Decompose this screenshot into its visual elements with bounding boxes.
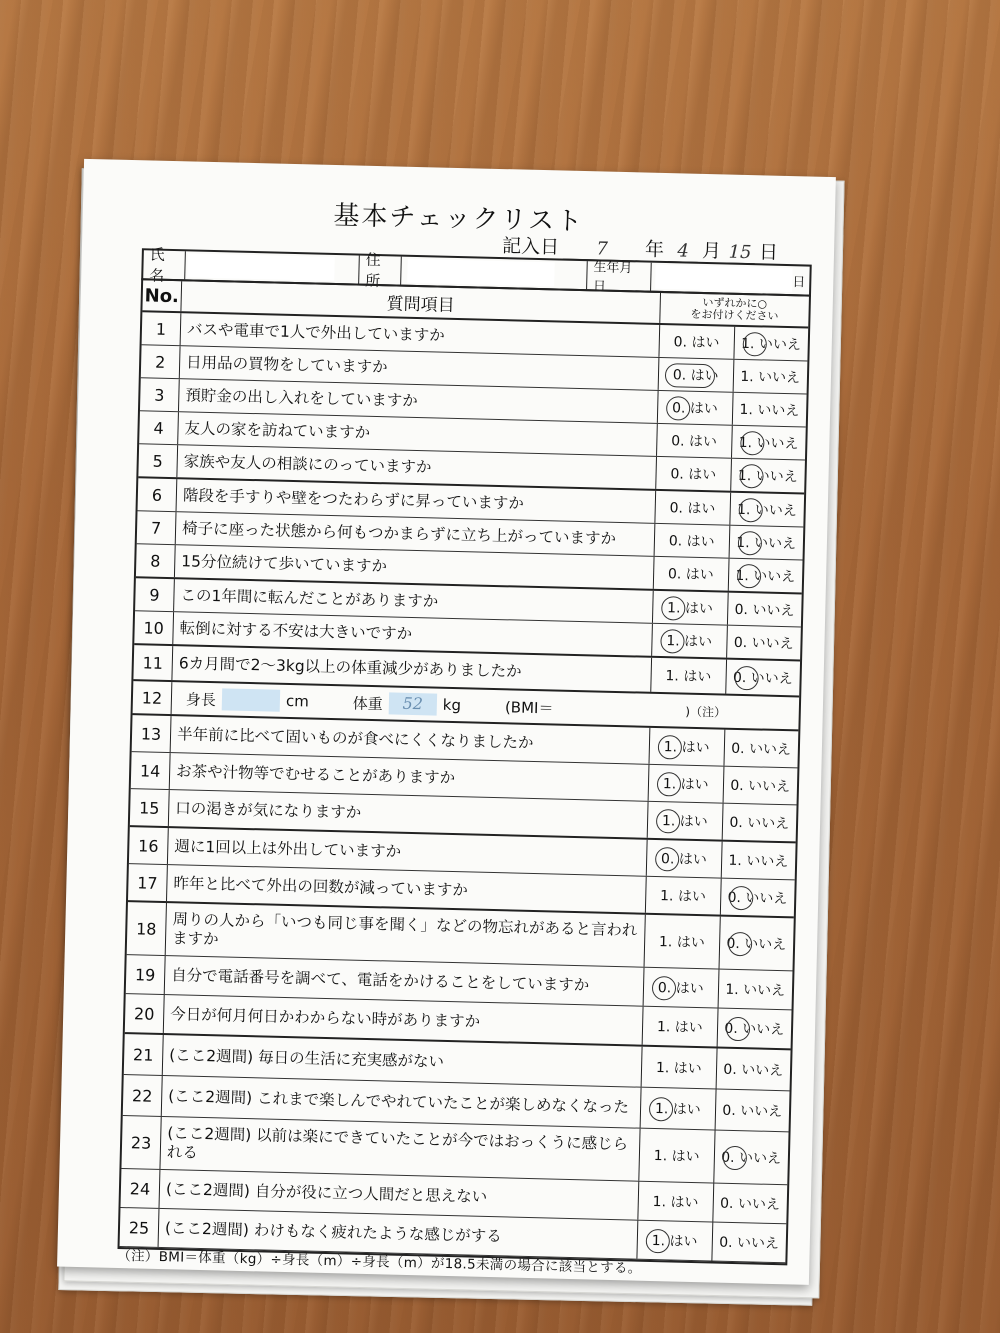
row-number: 7 [137,511,177,544]
question-text: バスや電車で1人で外出していますか [181,313,661,357]
birthdate-label: 生年月日 [587,261,652,291]
answer-option-yes[interactable] [642,1047,717,1089]
question-text: この1年間に転んだことがありますか [174,579,654,623]
answer-option-yes[interactable] [637,1221,712,1261]
answer-option-yes[interactable] [651,658,726,694]
header-answer-line1: いずれかに○ [702,295,768,311]
answer-option-label: 0. いいえ [734,601,795,620]
question-text: (ここ2週間) わけもなく疲れたような感じがする [159,1209,639,1259]
answer-option-label: 1. いいえ [736,534,797,553]
answer-option-no[interactable] [734,327,808,361]
header-answer-line2: をお付けください [690,307,779,323]
entry-day-label: 日 [758,241,779,264]
question-text: 階段を手すりや壁をつたわらずに昇っていますか [177,479,657,523]
row-number: 1 [142,312,182,345]
question-text: 15分位続けて歩いていますか [175,545,655,589]
answer-option-label: 1. はい [661,813,708,831]
answer-option-label: 0. いいえ [722,1102,783,1121]
question-text: 半年前に比べて固いものが食べにくくなりましたか [171,716,651,764]
answer-option-yes[interactable] [638,1182,713,1222]
row-number: 23 [121,1116,161,1169]
answer-option-no[interactable] [733,360,807,394]
answer-option-no[interactable] [732,426,806,460]
answer-option-label: 0. はい [668,533,715,551]
handwritten-circle-mark [722,1146,747,1171]
row-number: 8 [136,544,176,577]
answer-option-label: 1. はい [662,776,709,794]
checklist-table [117,278,811,1265]
answer-option-label: 0. いいえ [724,1020,785,1039]
bmi-label: (BMI＝ [504,697,554,717]
answer-option-label: 1. はい [659,888,707,906]
address-redacted [408,259,556,287]
answer-option-yes[interactable] [659,325,734,359]
answer-option-no[interactable] [729,526,803,560]
name-redacted [188,253,336,281]
answer-option-no[interactable] [724,730,798,768]
answer-options [651,658,800,696]
entry-month-label: 月 [701,239,722,263]
answer-option-no[interactable] [728,559,802,593]
row-number: 9 [135,578,175,611]
page-title: 基本チェックリスト [333,200,585,238]
answer-option-no[interactable] [727,626,801,660]
handwritten-circle-mark [665,363,716,388]
answer-option-no[interactable] [723,767,797,805]
answer-options [643,1007,792,1049]
row-number: 5 [138,444,178,477]
answer-option-label: 0. いいえ [733,634,794,653]
answer-option-label: 0. はい [667,566,714,584]
answer-option-label: 1. いいえ [740,335,802,354]
answer-option-label: 0. はい [671,433,718,451]
answer-option-no[interactable] [722,804,796,842]
answer-option-no[interactable] [716,1049,790,1091]
answer-option-yes[interactable] [644,968,719,1008]
entry-month-value: 4 [668,240,699,263]
answer-option-label: 0. いいえ [719,1195,781,1214]
name-label: 氏名 [143,250,186,279]
row-number: 22 [123,1075,163,1116]
answer-option-yes[interactable] [652,624,727,658]
answer-option-label: 1. はい [653,1148,700,1166]
answer-options [658,391,807,427]
answer-options [649,765,798,805]
answer-options [654,557,803,593]
row-number: 10 [134,611,174,644]
answer-option-yes[interactable] [654,557,729,591]
answer-option-yes[interactable] [645,915,721,969]
weight-field[interactable]: 52 [389,692,438,715]
answer-option-label: 0. はい [673,334,720,352]
answer-option-label: 0. いいえ [721,1149,782,1168]
answer-option-label: 1. いいえ [740,368,801,387]
answer-option-no[interactable] [717,1009,791,1049]
answer-option-no[interactable] [731,459,805,493]
answer-option-label: 0. はい [669,500,716,518]
answer-option-label: 0. いいえ [727,889,788,908]
question-text: (ここ2週間) 自分が役に立つ人間だと思えない [160,1170,640,1220]
question-text: (ここ2週間) これまで楽しんでやれていたことが楽しめなくなった [162,1076,642,1128]
answer-option-label: 1. はい [651,1233,698,1251]
answer-options [639,1129,788,1185]
answer-option-yes[interactable] [653,591,728,625]
answer-option-yes[interactable] [649,728,724,766]
answer-option-no[interactable] [712,1222,786,1262]
answer-option-label: 1. いいえ [739,401,800,420]
question-text: 自分で電話番号を調べて、電話をかけることをしていますか [165,956,645,1006]
answer-option-label: 1. はい [666,600,714,618]
answer-option-label: 0. いいえ [726,935,787,954]
answer-option-no[interactable] [720,879,794,917]
answer-option-label: 1. いいえ [725,981,786,1000]
row-number: 13 [132,715,172,752]
answer-option-no[interactable] [719,917,794,971]
row-number: 16 [129,827,169,864]
question-rows-1-11 [133,312,808,697]
answer-option-label: 1. はい [666,633,713,651]
handwritten-circle-mark [727,932,752,957]
handwritten-circle-mark [734,666,759,691]
answer-option-label: 0. いいえ [718,1234,780,1253]
handwritten-circle-mark [739,464,764,489]
handwritten-circle-mark [740,431,765,456]
answer-options [659,358,808,394]
height-label: 身長 [185,689,217,709]
answer-option-label: 0. いいえ [730,777,791,796]
question-text: 椅子に座った状態から何もつかまらずに立ち上がっていますか [176,512,656,556]
row-number: 3 [140,378,180,411]
row-number: 2 [141,345,181,378]
answer-option-label: 1. はい [656,1019,703,1037]
entry-date-label: 記入日 [501,235,560,259]
answer-option-label: 1. いいえ [735,567,796,586]
answer-option-no[interactable] [713,1184,787,1224]
answer-option-label: 1. はい [663,739,710,757]
handwritten-circle-mark [725,1017,750,1042]
answer-options [649,728,798,768]
answer-option-yes[interactable] [643,1007,718,1047]
answer-options [637,1221,786,1263]
question-text: 昨年と比べて外出の回数が減っていますか [167,865,647,913]
answer-option-yes[interactable] [657,424,732,458]
answer-option-yes[interactable] [655,491,730,525]
answer-options [647,840,796,880]
question-text: 友人の家を訪ねていますか [178,412,658,456]
question-text: 預貯金の出し入れをしていますか [179,379,659,423]
answer-option-label: 1. はい [654,1101,701,1119]
answer-option-label: 0. はい [672,367,719,385]
checklist-sheet [57,159,836,1285]
weight-unit: kg [442,695,462,715]
address-label: 住所 [359,256,402,285]
row-number: 25 [120,1208,160,1247]
answer-option-label: 1. はい [652,1194,699,1212]
row-number: 14 [131,752,171,789]
row-number: 4 [139,411,179,444]
birthdate-redacted [655,265,793,292]
row-number: 17 [128,864,168,901]
row-number: 21 [124,1034,164,1075]
row-number: 15 [130,789,170,826]
answer-option-yes[interactable] [648,802,723,840]
answer-options [655,491,804,527]
answer-option-label: 0. いいえ [731,740,792,759]
question-text: お茶や汁物等でむせることがありますか [170,753,650,801]
answer-option-label: 0. はい [670,466,717,484]
answer-option-yes[interactable] [647,840,722,878]
answer-option-label: 1. いいえ [728,852,789,871]
answer-option-label: 1. はい [655,1060,702,1078]
answer-option-label: 0. いいえ [732,669,793,688]
answer-option-yes[interactable] [641,1088,716,1130]
answer-option-no[interactable] [715,1090,789,1132]
answer-option-yes[interactable] [655,524,730,558]
answer-options [653,591,802,627]
answer-options [657,424,806,460]
entry-day-value: 15 [725,242,756,265]
question-text: 日用品の買物をしていますか [180,346,660,390]
bmi-row-no: 12 [133,681,173,714]
answer-options [645,915,794,971]
answer-option-no[interactable] [718,970,792,1010]
question-text: 今日が何月何日かわからない時がありますか [164,995,644,1045]
answer-options [638,1182,787,1224]
row-number: 18 [127,902,167,955]
question-text: 週に1回以上は外出していますか [168,828,648,876]
question-text: (ここ2週間) 以前は楽にできていたことが今ではおっくうに感じられる [160,1117,640,1181]
answer-option-label: 1. いいえ [737,467,798,486]
answer-option-label: 1. はい [658,934,705,952]
bmi-suffix: )（注） [685,704,727,720]
answer-option-yes[interactable] [649,765,724,803]
answer-option-label: 0. いいえ [723,1061,784,1080]
header-no: No. [142,280,182,311]
answer-option-yes[interactable] [658,391,733,425]
handwritten-circle-mark [738,498,763,523]
answer-option-label: 0. はい [657,980,704,998]
handwritten-circle-mark [728,886,753,911]
answer-options [659,325,808,361]
answer-option-label: 0. はい [671,400,719,418]
question-rows-13-25 [120,715,799,1263]
row-number: 24 [121,1169,161,1208]
question-text: 家族や友人の相談にのっていますか [177,445,657,489]
height-field[interactable] [222,688,281,711]
answer-options [656,457,805,493]
row-number: 11 [133,645,173,680]
handwritten-circle-mark [736,564,761,589]
handwritten-circle-mark [742,332,767,357]
height-unit: cm [285,691,310,711]
answer-option-yes[interactable] [646,877,721,915]
answer-option-label: 1. いいえ [738,434,799,453]
answer-option-no[interactable] [726,660,800,696]
answer-options [652,624,801,660]
question-text: 6カ月間で2～3kg以上の体重減少がありましたか [172,646,652,692]
answer-option-no[interactable] [730,493,804,527]
handwritten-circle-mark [737,531,762,556]
answer-options [641,1088,790,1132]
entry-year-label: 年 [644,238,665,262]
answer-options [655,524,804,560]
bmi-footnote: （注）BMI＝体重（kg）÷身長（m）÷身長（m）が18.5未満の場合に該当とする。 [117,1247,642,1277]
answer-option-no[interactable] [727,593,801,627]
answer-option-label: 1. いいえ [736,501,798,520]
answer-options [646,877,795,917]
entry-year-value: 7 [563,238,642,262]
header-answer [660,293,809,327]
answer-option-label: 0. はい [660,851,708,869]
question-text: (ここ2週間) 毎日の生活に充実感がない [163,1035,643,1087]
answer-option-yes[interactable] [656,457,731,491]
question-text: 口の渇きが気になりますか [169,790,649,838]
row-number: 19 [126,955,166,994]
answer-option-yes[interactable] [659,358,734,392]
answer-option-label: 0. いいえ [729,814,790,833]
birthdate-suffix: 日 [792,274,806,290]
answer-options [648,802,797,842]
weight-label: 体重 [352,694,383,713]
answer-option-no[interactable] [732,393,806,427]
question-text: 転倒に対する不安は大きいですか [173,612,653,656]
answer-options [644,968,793,1010]
answer-option-label: 1. はい [665,668,712,686]
answer-option-yes[interactable] [639,1129,715,1183]
answer-option-no[interactable] [714,1131,789,1185]
answer-option-no[interactable] [721,842,795,880]
row-number: 20 [125,994,165,1033]
answer-options [642,1047,791,1091]
row-number: 6 [138,478,178,511]
header-question: 質問項目 [181,281,661,323]
question-text: 周りの人から「いつも同じ事を聞く」などの物忘れがあると言われますか [166,903,646,967]
